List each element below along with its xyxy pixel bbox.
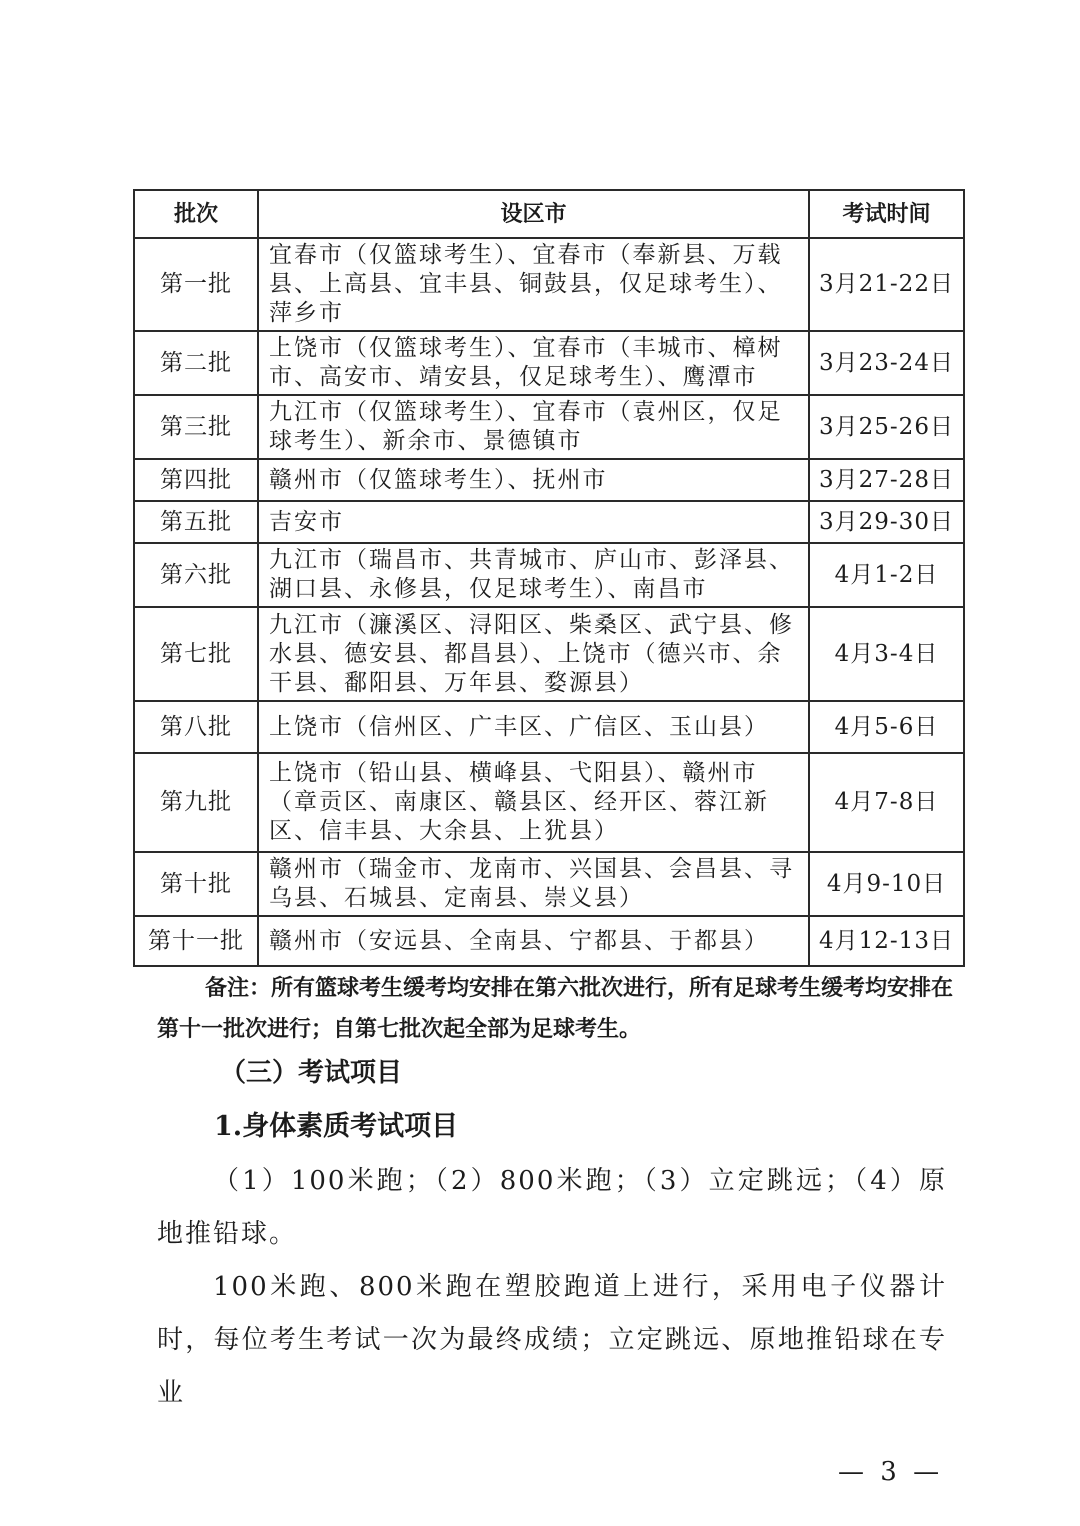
region-cell: 赣州市（瑞金市、龙南市、兴国县、会昌县、寻乌县、石城县、定南县、崇义县）: [258, 852, 809, 916]
batch-cell: 第五批: [134, 501, 258, 543]
subsection-heading: 1.身体素质考试项目: [214, 1111, 459, 1142]
paragraph-exam-items: （1）100米跑；（2）800米跑；（3）立定跳远；（4）原地推铅球。: [157, 1166, 947, 1249]
table-row: [134, 395, 964, 459]
date-cell: 4月1-2日: [809, 543, 964, 607]
paragraph-exam-rules: 100米跑、800米跑在塑胶跑道上进行，采用电子仪器计时，每位考生考试一次为最终成绩；立定跳远、原地推铅球在专业: [157, 1272, 947, 1408]
region-cell: 赣州市（仅篮球考生）、抚州市: [258, 459, 809, 501]
date-cell: 3月27-28日: [809, 459, 964, 501]
region-cell: 上饶市（信州区、广丰区、广信区、玉山县）: [258, 701, 809, 753]
section-heading: （三）考试项目: [220, 1058, 403, 1088]
table-note: 备注：所有篮球考生缓考均安排在第六批次进行，所有足球考生缓考均安排在第十一批次进行；自第七批次起全部为足球考生。: [157, 976, 954, 1042]
header-date: 考试时间: [809, 190, 964, 238]
page-number: — 3 —: [838, 1457, 944, 1487]
batch-cell: 第六批: [134, 543, 258, 607]
header-batch: 批次: [134, 190, 258, 238]
region-cell: 上饶市（仅篮球考生）、宜春市（丰城市、樟树市、高安市、靖安县，仅足球考生）、鹰潭市: [258, 331, 809, 395]
table-row: [134, 238, 964, 331]
table-row: [134, 753, 964, 852]
table-row: [134, 501, 964, 543]
region-cell: 吉安市: [258, 501, 809, 543]
table-row: [134, 852, 964, 916]
table-row: [134, 607, 964, 701]
date-cell: 3月23-24日: [809, 331, 964, 395]
region-cell: 九江市（仅篮球考生）、宜春市（袁州区，仅足球考生）、新余市、景德镇市: [258, 395, 809, 459]
header-region: 设区市: [258, 190, 809, 238]
date-cell: 4月7-8日: [809, 753, 964, 852]
region-cell: 宜春市（仅篮球考生）、宜春市（奉新县、万载县、上高县、宜丰县、铜鼓县，仅足球考生）、萍乡市: [258, 238, 809, 331]
date-cell: 3月25-26日: [809, 395, 964, 459]
batch-cell: 第十一批: [134, 916, 258, 966]
batch-cell: 第九批: [134, 753, 258, 852]
region-cell: 赣州市（安远县、全南县、宁都县、于都县）: [258, 916, 809, 966]
table-row: [134, 331, 964, 395]
table-row: [134, 543, 964, 607]
schedule-table: [133, 189, 965, 967]
date-cell: 4月3-4日: [809, 607, 964, 701]
date-cell: 4月5-6日: [809, 701, 964, 753]
region-cell: 九江市（濂溪区、浔阳区、柴桑区、武宁县、修水县、德安县、都昌县）、上饶市（德兴市、余干县、鄱阳县、万年县、婺源县）: [258, 607, 809, 701]
region-cell: 九江市（瑞昌市、共青城市、庐山市、彭泽县、湖口县、永修县，仅足球考生）、南昌市: [258, 543, 809, 607]
date-cell: 3月29-30日: [809, 501, 964, 543]
region-cell: 上饶市（铅山县、横峰县、弋阳县）、赣州市（章贡区、南康区、赣县区、经开区、蓉江新区、信丰县、大余县、上犹县）: [258, 753, 809, 852]
batch-cell: 第七批: [134, 607, 258, 701]
table-row: [134, 459, 964, 501]
batch-cell: 第三批: [134, 395, 258, 459]
batch-cell: 第一批: [134, 238, 258, 331]
date-cell: 3月21-22日: [809, 238, 964, 331]
batch-cell: 第二批: [134, 331, 258, 395]
batch-cell: 第八批: [134, 701, 258, 753]
table-row: [134, 916, 964, 966]
batch-cell: 第四批: [134, 459, 258, 501]
date-cell: 4月9-10日: [809, 852, 964, 916]
batch-cell: 第十批: [134, 852, 258, 916]
date-cell: 4月12-13日: [809, 916, 964, 966]
table-row: [134, 701, 964, 753]
table-header-row: [134, 190, 964, 238]
